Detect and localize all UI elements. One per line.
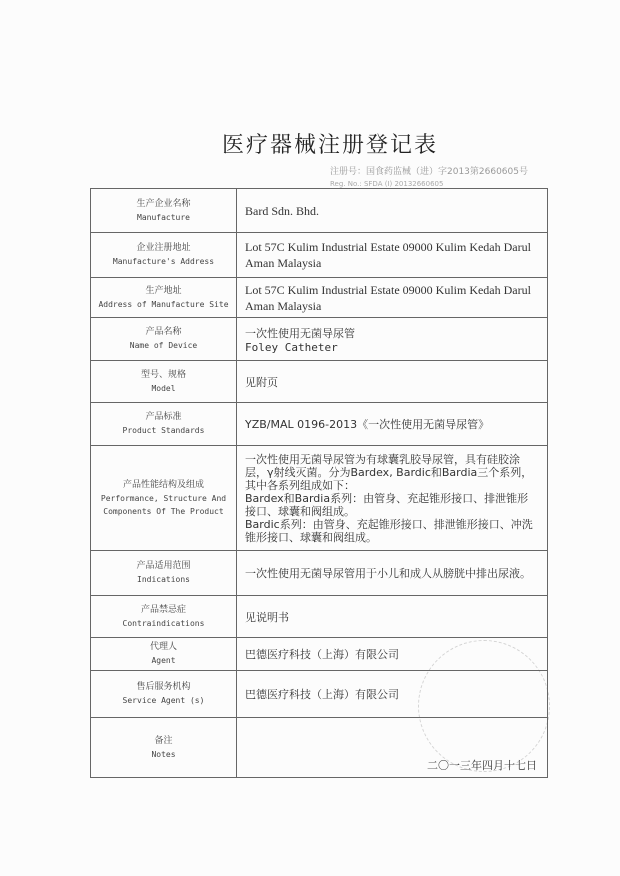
label-zh: 企业注册地址: [136, 243, 191, 253]
label-en: Notes: [151, 749, 176, 759]
table-row: [91, 446, 548, 551]
structure-bardex: Bardex和Bardia系列：由管身、充起锥形接口、排泄锥形接口、球囊和阀组成。: [245, 491, 529, 518]
contraindications-value: 见说明书: [245, 610, 289, 624]
table-row: [91, 671, 548, 718]
label-en: Indications: [137, 575, 190, 584]
standard-value: YZB/MAL 0196-2013《一次性使用无菌导尿管》: [245, 418, 490, 431]
label-zh: 产品标准: [145, 412, 182, 422]
table-row: [91, 318, 548, 361]
table-row: [91, 278, 548, 318]
label-zh: 产品名称: [145, 327, 182, 337]
table-row: [91, 403, 548, 446]
document-title: 医疗器械注册登记表: [222, 133, 439, 158]
label-en: Manufacture's Address: [112, 257, 215, 266]
label-zh: 生产地址: [145, 285, 182, 296]
service-agent-value: 巴德医疗科技（上海）有限公司: [245, 688, 399, 701]
label-en: Contraindications: [122, 618, 205, 628]
label-zh: 代理人: [149, 642, 177, 652]
label-en: Agent: [151, 656, 176, 665]
table-row: [91, 551, 548, 596]
label-en: Performance, Structure And Components Of The Product: [100, 493, 227, 516]
label-en: Manufacture: [137, 212, 190, 222]
registration-table: [90, 188, 548, 778]
model-value: 见附页: [245, 375, 278, 389]
issue-date: 二〇一三年四月十七日: [427, 759, 537, 772]
label-en: Product Standards: [122, 426, 205, 435]
structure-bardic: Bardic系列：由管身、充起锥形接口、排泄锥形接口、冲洗锥形接口、球囊和阀组成。: [245, 517, 533, 544]
address-value: Lot 57C Kulim Industrial Estate 09000 Kulim Kedah Darul Aman Malaysia: [245, 240, 531, 270]
label-en: Name of Device: [129, 341, 198, 350]
table-row: [91, 233, 548, 278]
table-row: [91, 638, 548, 671]
label-en: Address of Manufacture Site: [98, 299, 229, 309]
site-address-value: Lot 57C Kulim Industrial Estate 09000 Kulim Kedah Darul Aman Malaysia: [245, 282, 531, 313]
label-zh: 产品适用范围: [136, 561, 191, 571]
registration-number-en: Reg. No.: SFDA (I) 20132660605: [330, 180, 444, 188]
label-en: Service Agent (s): [122, 696, 205, 705]
label-zh: 产品禁忌症: [140, 604, 186, 615]
label-zh: 生产企业名称: [136, 198, 191, 209]
label-zh: 产品性能结构及组成: [122, 479, 204, 490]
table-row: [91, 361, 548, 403]
indications-value: 一次性使用无菌导尿管用于小儿和成人从膀胱中排出尿液。: [245, 567, 531, 580]
device-name-zh: 一次性使用无菌导尿管: [245, 326, 355, 340]
table-row: [91, 189, 548, 233]
registration-number: 注册号：国食药监械（进）字2013第2660605号: [330, 167, 528, 177]
device-name-en: Foley Catheter: [245, 340, 338, 354]
manufacturer-value: Bard Sdn. Bhd.: [245, 203, 320, 218]
table-row: [91, 596, 548, 638]
agent-value: 巴德医疗科技（上海）有限公司: [245, 648, 399, 661]
label-zh: 售后服务机构: [136, 682, 191, 692]
table-row: [91, 718, 548, 778]
structure-value: 一次性使用无菌导尿管为有球囊乳胶导尿管，具有硅胶涂层，γ射线灭菌。分为Bardex, Bardic和Bardia三个系列，其中各系列组成如下：: [245, 452, 533, 492]
label-en: Model: [151, 383, 176, 393]
label-zh: 型号、规格: [140, 369, 186, 380]
label-zh: 备注: [154, 735, 173, 746]
